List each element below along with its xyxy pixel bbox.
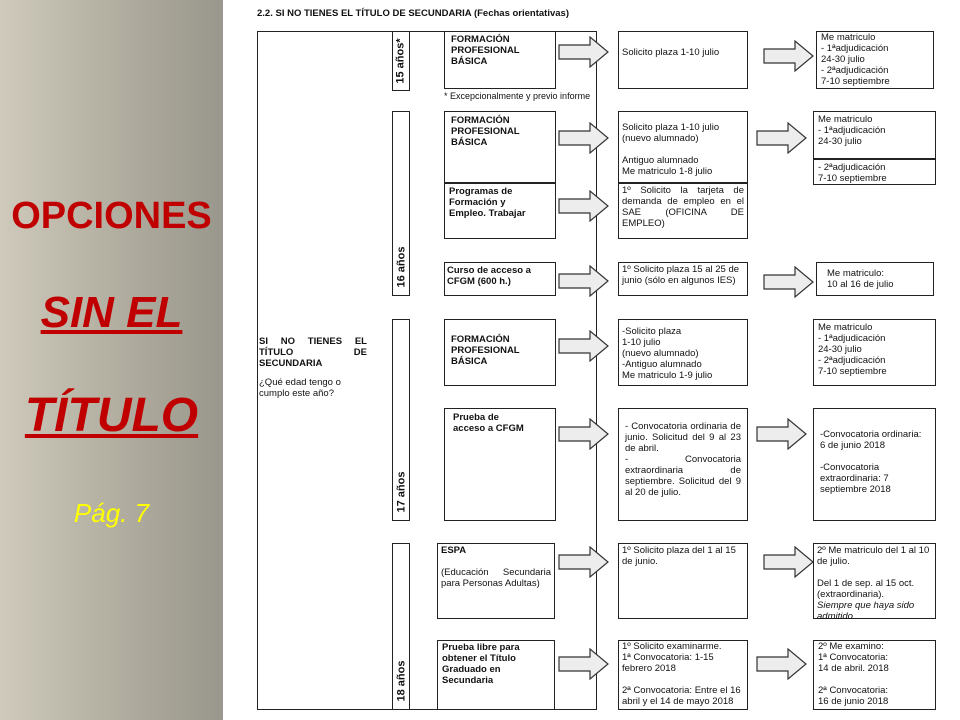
age-box-18: 18 años (392, 543, 410, 710)
option-curso-acceso: Curso de acceso a CFGM (600 h.) (444, 262, 556, 296)
option-espa-title: ESPA (441, 545, 467, 556)
arrow-right-icon (756, 122, 808, 154)
step-prueba-libre: 1º Solicito examinarme. 1ª Convocatoria: 1-15 febrero 2018 2ª Convocatoria: Entre el 16 abril y el 14 de mayo 2018 (618, 640, 748, 710)
arrow-right-icon (558, 190, 610, 222)
section-heading: 2.2. SI NO TIENES EL TÍTULO DE SECUNDARIA (Fechas orientativas) (257, 8, 569, 19)
page-reference: Pág. 7 (73, 498, 150, 528)
option-prueba-libre: Prueba libre para obtener el Título Graduado en Secundaria (437, 640, 555, 710)
arrow-right-icon (558, 265, 610, 297)
age-box-16: 16 años (392, 111, 410, 296)
title-titulo: TÍTULO (24, 389, 199, 442)
result-fpb-17: Me matriculo - 1ªadjudicación 24-30 julio - 2ªadjudicación 7-10 septiembre (813, 319, 936, 386)
arrow-right-icon (756, 648, 808, 680)
step-programas-empleo: 1º Solicito la tarjeta de demanda de empleo en el SAE (OFICINA DE EMPLEO) (618, 183, 748, 239)
result-fpb-16-second: - 2ªadjudicación 7-10 septiembre (813, 159, 936, 185)
title-opciones: OPCIONES (11, 195, 212, 237)
result-espa-text: 2º Me matriculo del 1 al 10 de julio. Del 1 de sep. al 15 oct. (extraordinaria). (817, 545, 930, 600)
step-fpb-16: Solicito plaza 1-10 julio (nuevo alumnado) Antiguo alumnado Me matriculo 1-8 julio (618, 111, 748, 183)
step-fpb-17: -Solicito plaza 1-10 julio (nuevo alumnado) -Antiguo alumnado Me matriculo 1-9 julio (618, 319, 748, 386)
arrow-right-icon (558, 418, 610, 450)
note-15: * Excepcionalmente y previo informe (444, 91, 591, 101)
step-curso-acceso: 1º Solicito plaza 15 al 25 de junio (sólo en algunos IES) (618, 262, 748, 296)
result-curso-acceso: Me matriculo: 10 al 16 de julio (816, 262, 934, 296)
option-fpb-17: FORMACIÓN PROFESIONAL BÁSICA (444, 319, 556, 386)
arrow-right-icon (558, 36, 610, 68)
option-fpb-15: FORMACIÓN PROFESIONAL BÁSICA (444, 31, 556, 89)
result-prueba-cfgm: -Convocatoria ordinaria: 6 de junio 2018 -Convocatoria extraordinaria: 7 septiembre 2018 (813, 408, 936, 521)
result-espa (813, 543, 936, 622)
step-espa: 1º Solicito plaza del 1 al 15 de junio. (618, 543, 748, 619)
arrow-right-icon (558, 648, 610, 680)
title-sin-el: SIN EL (40, 288, 183, 337)
option-fpb-16: FORMACIÓN PROFESIONAL BÁSICA (444, 111, 556, 183)
arrow-right-icon (756, 418, 808, 450)
arrow-right-icon (558, 330, 610, 362)
result-fpb-15: Me matriculo - 1ªadjudicación 24-30 julio - 2ªadjudicación 7-10 septiembre (816, 31, 934, 89)
arrow-right-icon (763, 546, 815, 578)
step-fpb-15: Solicito plaza 1-10 julio (618, 31, 748, 89)
result-espa-note: Siempre que haya sido admitido (817, 600, 915, 622)
options-diagram (223, 0, 960, 720)
option-espa-subtitle: (Educación Secundaria para Personas Adultas) (441, 567, 551, 589)
age-box-15: 15 años* (392, 31, 410, 91)
title-panel (0, 0, 223, 720)
step-prueba-cfgm: - Convocatoria ordinaria de junio. Solicitud del 9 al 23 de abril. - Convocatoria extraordinaria de septiembre. Solicitud del 9 al 20 de julio. (618, 408, 748, 521)
option-prueba-cfgm: Prueba de acceso a CFGM (444, 408, 556, 521)
question-title: SI NO TIENES EL TÍTULO DE SECUNDARIA (259, 336, 367, 369)
arrow-right-icon (763, 266, 815, 298)
arrow-right-icon (558, 122, 610, 154)
option-espa (437, 543, 555, 619)
arrow-right-icon (763, 40, 815, 72)
question-subtitle: ¿Qué edad tengo o cumplo este año? (259, 377, 341, 399)
result-fpb-16-first: Me matriculo - 1ªadjudicación 24-30 julio (813, 111, 936, 159)
option-programas-empleo: Programas de Formación y Empleo. Trabajar (444, 183, 556, 239)
result-prueba-libre: 2º Me examino: 1ª Convocatoria: 14 de abril. 2018 2ª Convocatoria: 16 de junio 2018 (813, 640, 936, 710)
arrow-right-icon (558, 546, 610, 578)
age-box-17: 17 años (392, 319, 410, 521)
